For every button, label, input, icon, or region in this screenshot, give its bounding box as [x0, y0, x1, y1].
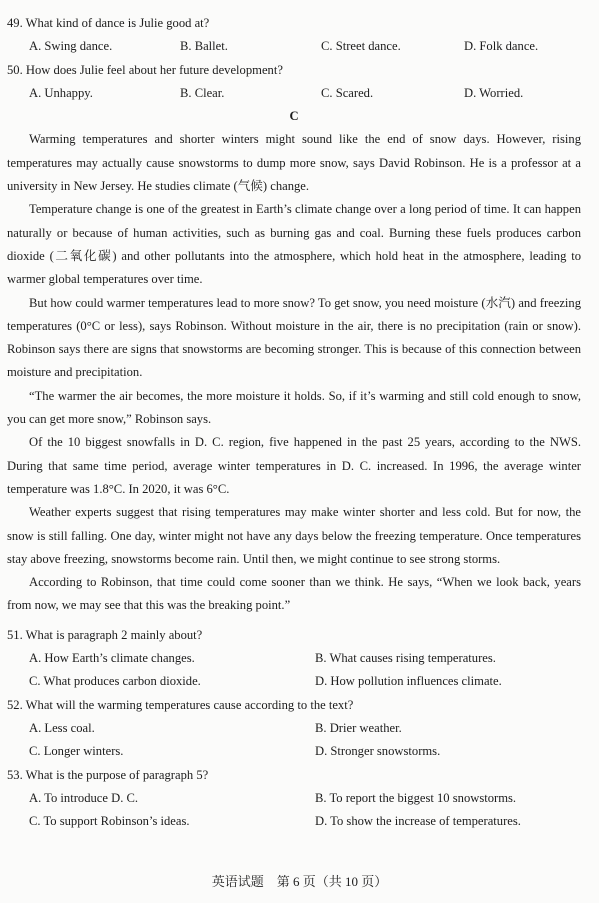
exam-page [7, 12, 581, 833]
options-row [7, 787, 581, 810]
option-d: D. Folk dance. [464, 39, 539, 54]
option-a: A. To introduce D. C. [29, 790, 139, 805]
option-a: A. Less coal. [29, 720, 95, 735]
question-text: 53. What is the purpose of paragraph 5? [7, 767, 209, 782]
passage-paragraph-2: Temperature change is one of the greatest in Earth’s climate change over a long period of time. It can happen naturally or because of human activities, such as burning gas and coal. Burning these fuels produces carbon dioxide (二氧化碳) and other pollutants into the atmosphere, which hold heat in the atmosphere, leading to warmer global temperatures over time. [7, 202, 581, 287]
option-a: A. Unhappy. [29, 85, 93, 100]
question-text: 49. What kind of dance is Julie good at? [7, 16, 210, 30]
options-row [7, 82, 581, 105]
option-c: C. To support Robinson’s ideas. [29, 814, 190, 829]
option-b: B. Drier weather. [315, 720, 402, 735]
question-text: 52. What will the warming temperatures cause according to the text? [7, 697, 354, 712]
passage-paragraph-6: Weather experts suggest that rising temperatures may make winter shorter and less cold. But for now, the snow is still falling. One day, winter might not have any days below the freezing temperature. Once temperatures stay above freezing, snowstorms become rain. Until then, we might continue to see strong storms. [7, 505, 581, 566]
option-d: D. To show the increase of temperatures. [315, 814, 521, 829]
option-b: B. Clear. [180, 85, 225, 100]
passage-paragraph-1: Warming temperatures and shorter winters might sound like the end of snow days. However, rising temperatures may actually cause snowstorms to dump more snow, says David Robinson. He is a professor at a university in New Jersey. He studies climate (气候) change. [7, 132, 581, 194]
page-footer: 英语试题 第 6 页（共 10 页） [211, 874, 388, 889]
question-text: 50. How does Julie feel about her future development? [7, 62, 283, 77]
question-text: 51. What is paragraph 2 mainly about? [7, 627, 203, 642]
reading-passage [7, 128, 581, 617]
option-c: C. Longer winters. [29, 744, 124, 759]
option-d: D. How pollution influences climate. [315, 674, 502, 689]
passage-paragraph-3: But how could warmer temperatures lead to more snow? To get snow, you need moisture (水汽) and freezing temperatures (0°C or less), says Robinson. Without moisture in the air, there is no precipitation (rain or snow). Robinson says there are signs that snowstorms are becoming stronger. This is because of this connection between moisture and precipitation. [7, 295, 581, 380]
question-52 [7, 694, 581, 764]
options-row [7, 647, 581, 670]
options-row [7, 717, 581, 740]
options-row [7, 810, 581, 833]
option-d: D. Stronger snowstorms. [315, 744, 441, 759]
options-row [7, 740, 581, 763]
option-c: C. Scared. [321, 85, 374, 100]
option-a: A. How Earth’s climate changes. [29, 651, 195, 666]
option-b: B. Ballet. [180, 39, 228, 54]
options-row [7, 670, 581, 693]
passage-paragraph-7: According to Robinson, that time could come sooner than we think. He says, “When we look back, years from now, we may see that this was the breaking point.” [7, 575, 581, 613]
question-49 [7, 12, 581, 59]
question-51 [7, 624, 581, 694]
option-c: C. Street dance. [321, 39, 401, 54]
section-label: C [289, 109, 299, 124]
question-53 [7, 764, 581, 834]
options-row [7, 35, 581, 58]
option-d: D. Worried. [464, 85, 524, 100]
passage-paragraph-5: Of the 10 biggest snowfalls in D. C. region, five happened in the past 25 years, according to the NWS. During that same time period, average winter temperatures in D. C. increased. In 1996, the average winter temperature was 1.8°C. In 2020, it was 6°C. [7, 435, 581, 496]
passage-paragraph-4: “The warmer the air becomes, the more moisture it holds. So, if it’s warming and still cold enough to snow, you can get more snow,” Robinson says. [7, 388, 581, 427]
option-b: B. To report the biggest 10 snowstorms. [315, 790, 517, 805]
question-50 [7, 59, 581, 106]
option-b: B. What causes rising temperatures. [315, 651, 496, 666]
option-a: A. Swing dance. [29, 39, 113, 54]
option-c: C. What produces carbon dioxide. [29, 674, 201, 689]
